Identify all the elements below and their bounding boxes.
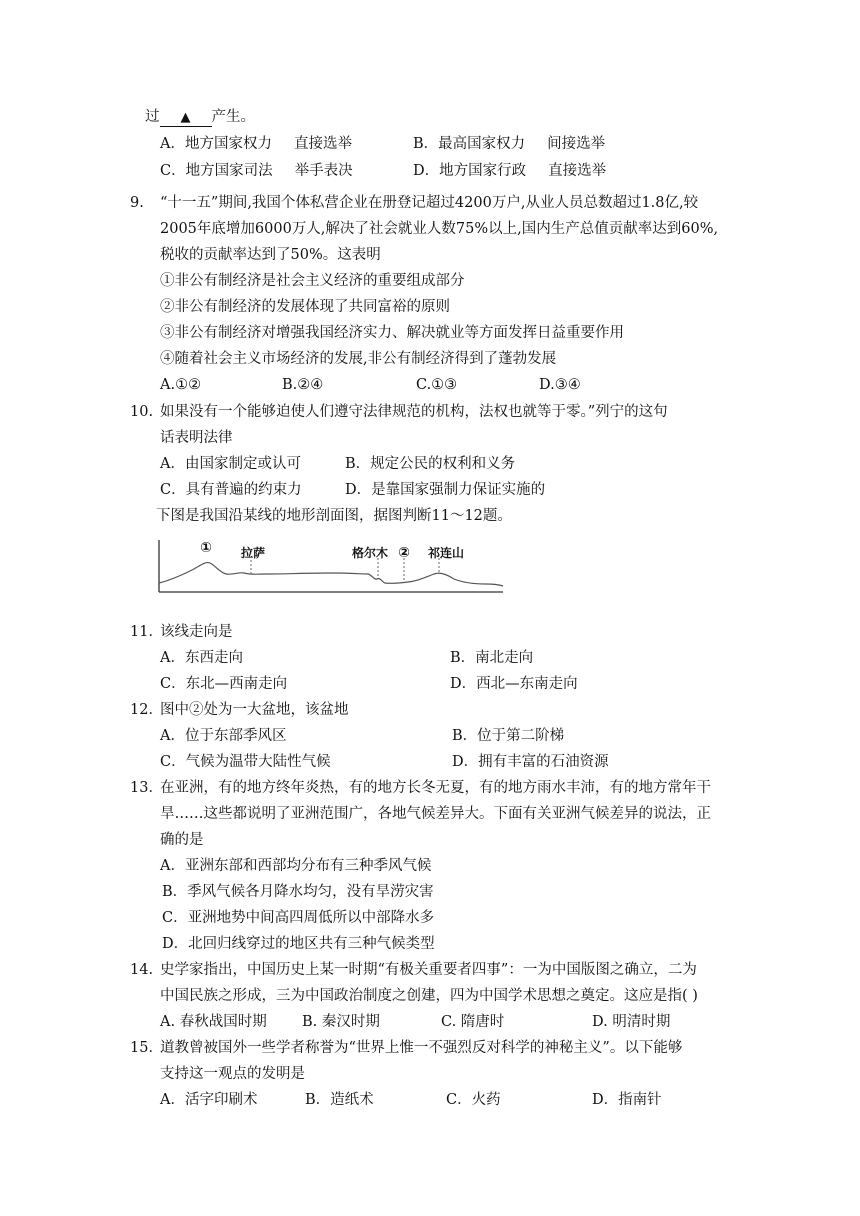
q10-number: 10. (130, 404, 154, 420)
q8-cont-pre: 过 (145, 109, 160, 125)
q14-stem-2: 中国民族之形成，三为中国政治制度之创建，四为中国学术思想之奠定。这应是指( ) (160, 988, 698, 1004)
q10-option-a: A．由国家制定或认可 (160, 456, 301, 472)
q8-option-b: B．最高国家权力 间接选举 (413, 136, 606, 152)
q10-option-c: C．具有普遍的约束力 (160, 482, 302, 498)
q15-option-a: A．活字印刷术 (160, 1092, 258, 1108)
q10-stem-2: 话表明法律 (160, 430, 233, 446)
q13-number: 13． (130, 780, 163, 796)
q14-option-d: D. 明清时期 (592, 1014, 671, 1030)
q11-option-d: D．西北—东南走向 (450, 676, 578, 692)
q15-stem-1: 道教曾被国外一些学者称誉为“世界上惟一不强烈反对科学的神秘主义”。以下能够 (160, 1040, 683, 1056)
q13-option-a: A．亚洲东部和西部均分布有三种季风气候 (160, 858, 432, 874)
q11-option-a: A．东西走向 (160, 650, 243, 666)
q13-option-c: C．亚洲地势中间高四周低所以中部降水多 (162, 910, 435, 926)
q9-option-a: A.①② (160, 377, 202, 393)
terrain-profile-figure (156, 536, 506, 598)
q12-option-c: C．气候为温带大陆性气候 (160, 754, 331, 770)
figure-intro: 下图是我国沿某线的地形剖面图，据图判断11～12题。 (156, 508, 512, 524)
q9-statement-1: ①非公有制经济是社会主义经济的重要组成部分 (160, 273, 465, 289)
q15-stem-2: 支持这一观点的发明是 (160, 1066, 305, 1082)
q13-stem-2: 旱……这些都说明了亚洲范围广，各地气候差异大。下面有关亚洲气候差异的说法，正 (160, 806, 711, 822)
profile-label-1: ① (200, 540, 212, 556)
q13-option-d: D．北回归线穿过的地区共有三种气候类型 (162, 936, 435, 952)
profile-label-2: ② (398, 545, 410, 561)
q12-option-b: B．位于第二阶梯 (452, 728, 565, 744)
profile-label-golmud: 格尔木 (351, 546, 389, 560)
q15-option-d: D．指南针 (592, 1092, 662, 1108)
q12-stem: 图中②处为一大盆地，该盆地 (160, 702, 349, 718)
q8-cont-post: 产生。 (211, 109, 255, 125)
q9-statement-2: ②非公有制经济的发展体现了共同富裕的原则 (160, 299, 450, 315)
q14-option-c: C. 隋唐时 (441, 1014, 505, 1030)
q9-stem-3: 税收的贡献率达到了50%。这表明 (160, 247, 381, 263)
q10-option-b: B．规定公民的权利和义务 (345, 456, 516, 472)
q9-option-d: D.③④ (539, 377, 581, 393)
answer-blank (160, 110, 212, 127)
q13-stem-1: 在亚洲，有的地方终年炎热，有的地方长冬无夏，有的地方雨水丰沛，有的地方常年干 (160, 780, 711, 796)
q8-option-c: C．地方国家司法 举手表决 (160, 163, 353, 179)
q15-number: 15． (130, 1040, 163, 1056)
q15-option-b: B．造纸术 (305, 1092, 374, 1108)
q11-option-b: B．南北走向 (450, 650, 534, 666)
profile-terrain-line (159, 563, 503, 586)
q13-stem-3: 确的是 (160, 832, 204, 848)
profile-label-qilian: 祁连山 (427, 546, 465, 560)
q9-stem-2: 2005年底增加6000万人,解决了社会就业人数75%以上,国内生产总值贡献率达到60%, (160, 221, 719, 237)
q12-number: 12． (130, 702, 163, 718)
q8-option-d: D．地方国家行政 直接选举 (413, 163, 607, 179)
profile-label-lhasa: 拉萨 (240, 546, 266, 560)
q13-option-b: B．季风气候各月降水均匀，没有旱涝灾害 (162, 884, 434, 900)
q8-option-a: A．地方国家权力 直接选举 (160, 136, 352, 152)
q9-option-b: B.②④ (282, 377, 324, 393)
q15-option-c: C．火药 (446, 1092, 501, 1108)
q12-option-a: A．位于东部季风区 (160, 728, 287, 744)
q14-number: 14. (130, 962, 154, 978)
blank-mark: ▲ (180, 110, 191, 125)
q11-number: 11． (130, 624, 163, 640)
q11-option-c: C．东北—西南走向 (160, 676, 288, 692)
q9-option-c: C.①③ (416, 377, 458, 393)
q10-stem-1: 如果没有一个能够迫使人们遵守法律规范的机构，法权也就等于零。”列宁的这句 (160, 404, 668, 420)
q8-continuation (145, 107, 255, 127)
q9-statement-3: ③非公有制经济对增强我国经济实力、解决就业等方面发挥日益重要作用 (160, 325, 624, 341)
q14-option-b: B. 秦汉时期 (302, 1014, 380, 1030)
q10-option-d: D．是靠国家强制力保证实施的 (345, 482, 546, 498)
q9-number: 9. (130, 195, 144, 211)
q9-statement-4: ④随着社会主义市场经济的发展,非公有制经济得到了蓬勃发展 (160, 351, 557, 367)
q11-stem: 该线走向是 (160, 624, 233, 640)
q9-stem-1: “十一五”期间,我国个体私营企业在册登记超过4200万户,从业人员总数超过1.8亿,较 (160, 195, 699, 211)
q12-option-d: D．拥有丰富的石油资源 (452, 754, 609, 770)
q14-stem-1: 史学家指出，中国历史上某一时期“有极关重要者四事”：一为中国版图之确立，二为 (160, 962, 697, 978)
q14-option-a: A. 春秋战国时期 (160, 1014, 267, 1030)
